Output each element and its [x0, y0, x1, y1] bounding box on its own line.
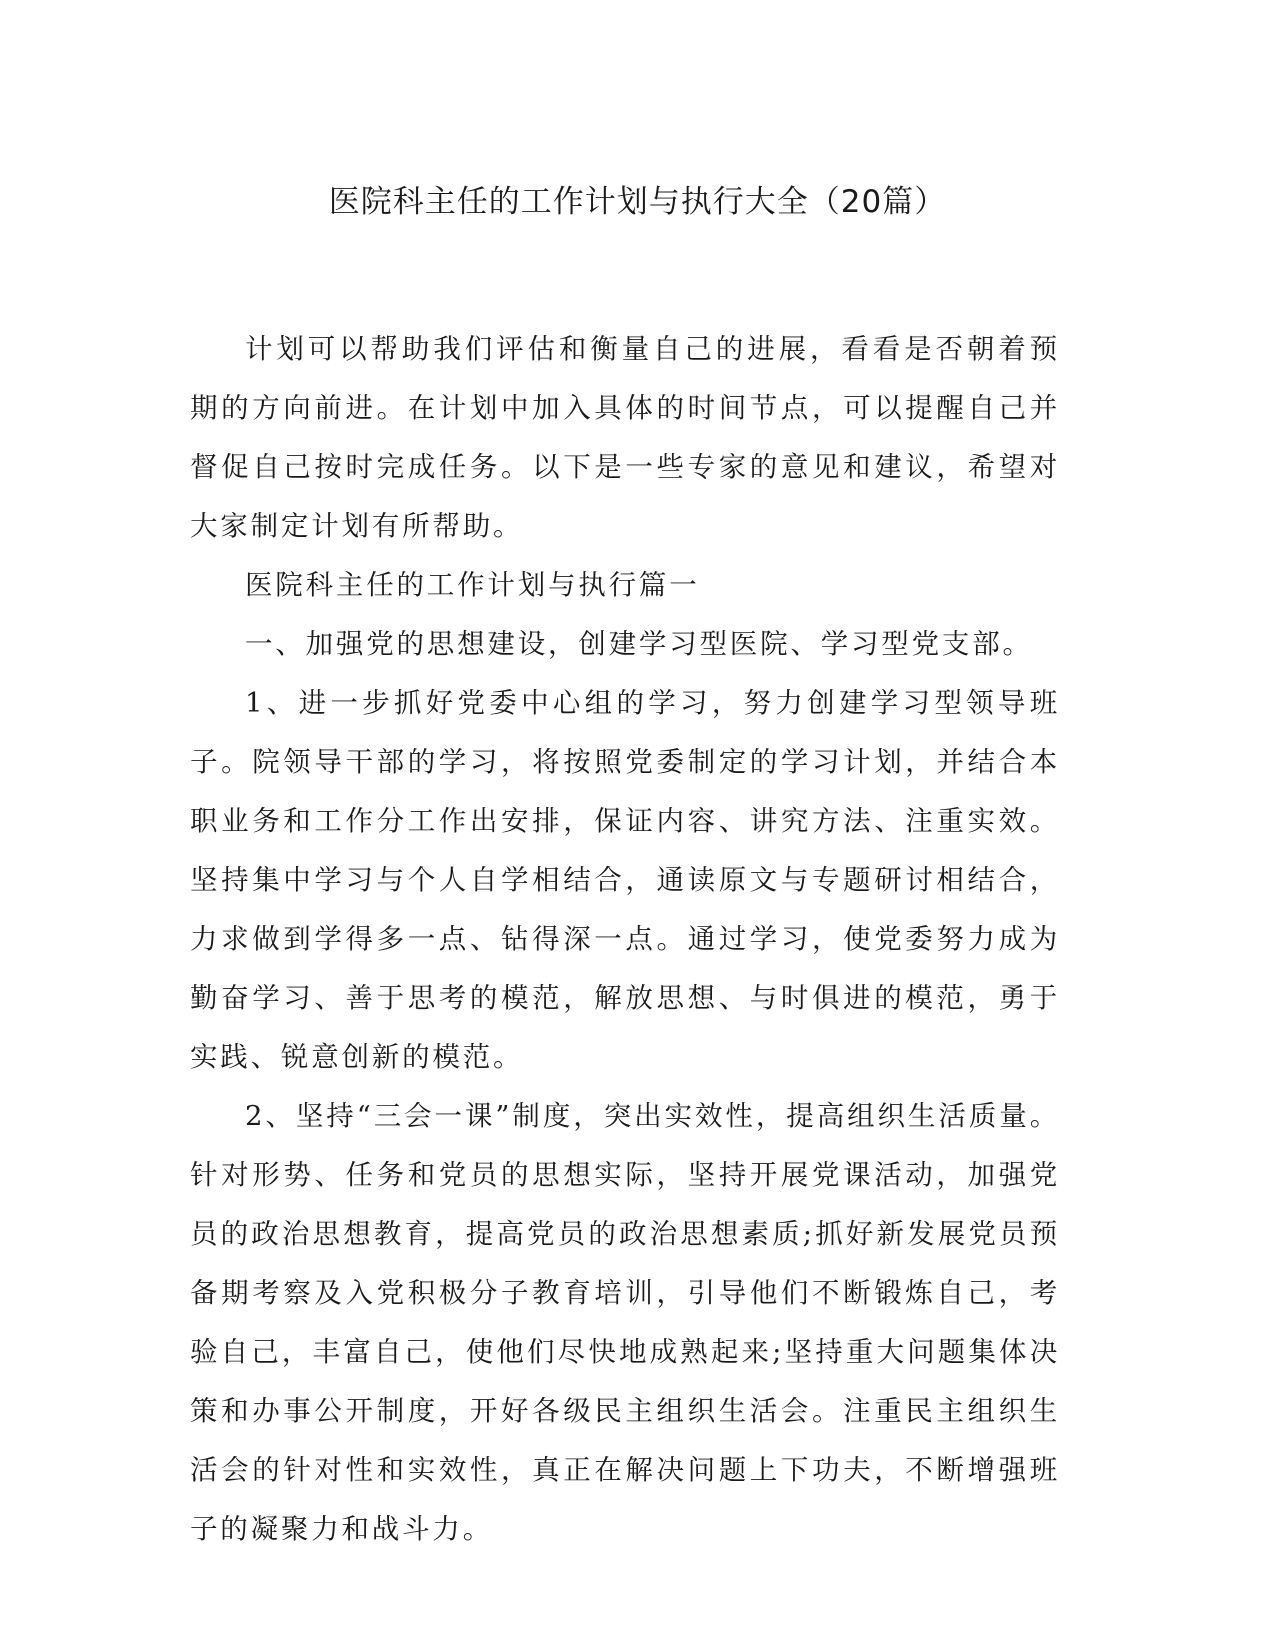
- document-body: [190, 320, 1060, 1559]
- document-title: 医院科主任的工作计划与执行大全（20篇）: [328, 184, 947, 220]
- intro-paragraph: 计划可以帮助我们评估和衡量自己的进展，看看是否朝着预期的方向前进。在计划中加入具体的时间节点，可以提醒自己并督促自己按时完成任务。以下是一些专家的意见和建议，希望对大家制定计划有所帮助。: [190, 333, 1060, 542]
- subsection-heading: 一、加强党的思想建设，创建学习型医院、学习型党支部。: [245, 628, 1033, 660]
- body-paragraph: 2、坚持“三会一课”制度，突出实效性，提高组织生活质量。针对形势、任务和党员的思想实际，坚持开展党课活动，加强党员的政治思想教育，提高党员的政治思想素质;抓好新发展党员预备期考察及入党积极分子教育培训，引导他们不断锻炼自己，考验自己，丰富自己，使他们尽快地成熟起来;坚持重大问题集体决策和办事公开制度，开好各级民主组织生活会。注重民主组织生活会的针对性和实效性，真正在解决问题上下功夫，不断增强班子的凝聚力和战斗力。: [190, 1100, 1060, 1545]
- section-heading: 医院科主任的工作计划与执行篇一: [245, 569, 700, 601]
- body-paragraph: 1、进一步抓好党委中心组的学习，努力创建学习型领导班子。院领导干部的学习，将按照党委制定的学习计划，并结合本职业务和工作分工作出安排，保证内容、讲究方法、注重实效。坚持集中学习与个人自学相结合，通读原文与专题研讨相结合，力求做到学得多一点、钻得深一点。通过学习，使党委努力成为勤奋学习、善于思考的模范，解放思想、与时俱进的模范，勇于实践、锐意创新的模范。: [190, 687, 1060, 1073]
